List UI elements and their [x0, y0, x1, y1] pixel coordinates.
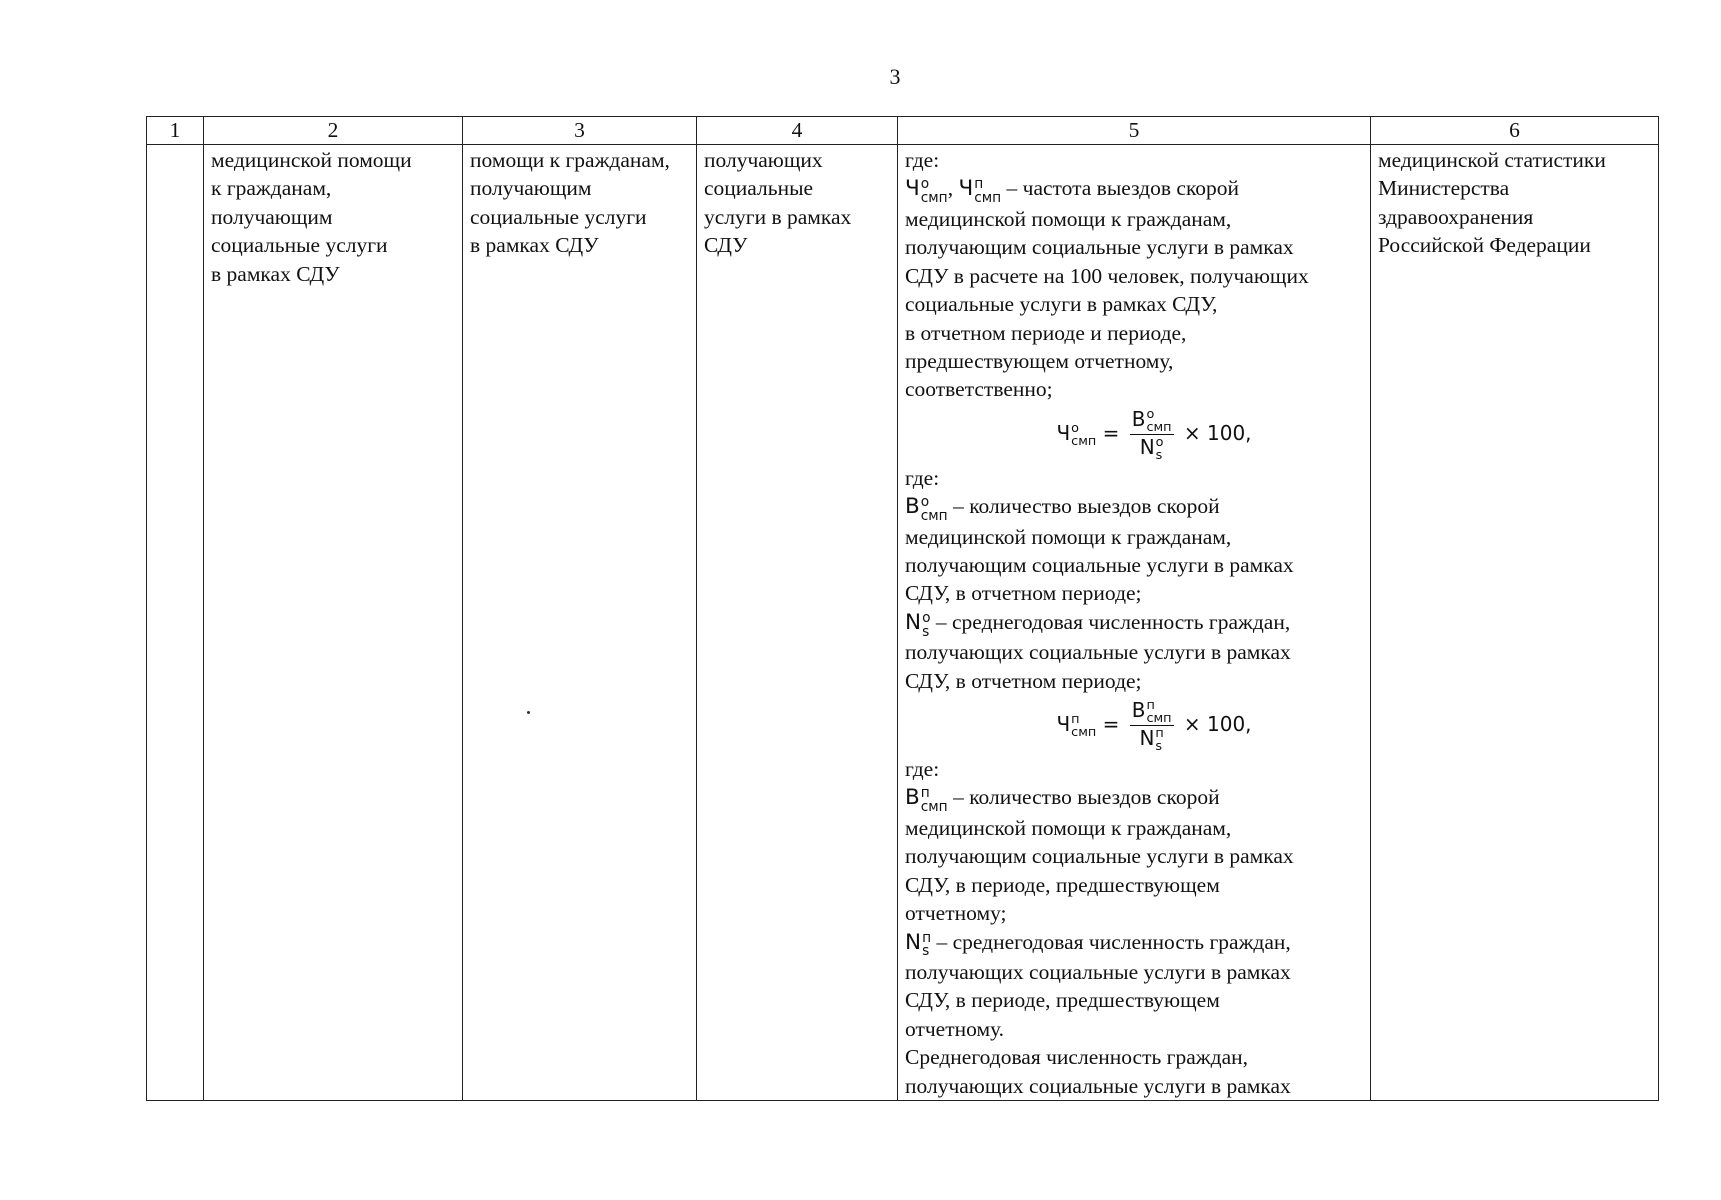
def-b-p-sup: п [920, 785, 930, 802]
formula-2-fraction [1130, 698, 1174, 753]
cell-col-5 [898, 145, 1371, 1101]
ss-f2-num [1146, 698, 1171, 725]
def-n-o-sub: s [922, 623, 930, 640]
formula-1-fraction [1130, 407, 1174, 462]
cell-col-1 [147, 145, 204, 1101]
def-b-p-symbol: B [905, 785, 920, 811]
definition-b-reporting-text: – количество выездов скорой медицинской помощи к гражданам, получающим социальные услуги в рамках СДУ, в отчетном периоде; [905, 494, 1294, 606]
table-header-row [147, 117, 1659, 145]
scan-dot [527, 711, 530, 714]
where-label-2: где: [905, 465, 940, 490]
formula-1-denominator [1130, 435, 1174, 462]
f2-den-n: N [1139, 726, 1155, 751]
ss-def-b-p [921, 785, 948, 814]
f1-den-sup: о [1155, 435, 1164, 451]
def-n-o-symbol: N [905, 609, 922, 635]
symbol-ch-2: Ч [958, 176, 974, 202]
cell-col-2 [204, 145, 463, 1101]
def-b-o-symbol: B [905, 494, 920, 520]
cell-col-4 [697, 145, 898, 1101]
formula-2-lhs: Ч [1056, 712, 1071, 737]
cell-col-3-text: помощи к гражданам, получающим социальные услуги в рамках СДУ [470, 148, 670, 258]
ss-ch-p [974, 176, 1001, 205]
sub-smp-2: смп [974, 190, 1002, 207]
where-label-1: где: [905, 148, 940, 172]
f2-lhs-sup: п [1071, 712, 1080, 728]
ss-ch-o [921, 176, 948, 205]
formula-1-lhs: Ч [1056, 420, 1071, 445]
f2-lhs-sub: смп [1071, 725, 1097, 741]
definition-n-reporting [905, 608, 1363, 695]
definition-n-previous [905, 928, 1363, 1044]
sup-o: о [920, 176, 930, 193]
cell-col-3 [463, 145, 697, 1101]
where-label-3: где: [905, 756, 940, 781]
ss-f1-num [1146, 407, 1171, 434]
ss-def-n-p [922, 929, 931, 958]
def-b-p-sub: смп [920, 799, 948, 816]
ss-def-b-o [921, 494, 948, 523]
f1-lhs-sub: смп [1071, 433, 1097, 449]
f1-num-sup: о [1146, 407, 1155, 423]
definition-n-previous-text: – среднегодовая численность граждан, получающих социальные услуги в рамках СДУ, в периоде, предшествующем отчетному. [905, 929, 1291, 1041]
formula-reporting-period [905, 407, 1363, 462]
header-col-6: 6 [1371, 117, 1659, 145]
ss-f2-den [1155, 726, 1163, 753]
header-col-4: 4 [697, 117, 898, 145]
tail-text: Среднегодовая численность граждан, получающих социальные услуги в рамках [905, 1045, 1291, 1098]
ss-def-n-o [922, 609, 930, 638]
formula-2-numerator [1130, 698, 1174, 726]
definition-b-reporting [905, 492, 1363, 608]
f1-den-sub: s [1155, 447, 1163, 463]
formula-1-eq: = [1096, 420, 1126, 445]
indicator-table [146, 116, 1659, 1101]
definition-frequency-text: – частота выездов скорой медицинской помощи к гражданам, получающим социальные услуги в рамках СДУ в расчете на 100 человек, получающих социальные услуги в рамках СДУ, в отчетном периоде и периоде, предшествующем отчетному, соответственно; [905, 176, 1309, 402]
f2-den-sup: п [1155, 726, 1164, 742]
f1-lhs-sup: о [1071, 421, 1080, 437]
header-col-5: 5 [898, 117, 1371, 145]
def-n-p-sup: п [922, 929, 932, 946]
header-col-3: 3 [463, 117, 697, 145]
formula-previous-period [905, 698, 1363, 753]
def-n-p-symbol: N [905, 929, 922, 955]
f1-den-n: N [1139, 434, 1155, 459]
cell-col-6-text: медицинской статистики Министерства здравоохранения Российской Федерации [1378, 148, 1606, 258]
definition-b-previous-text: – количество выездов скорой медицинской помощи к гражданам, получающим социальные услуги в рамках СДУ, в периоде, предшествующем отчетному; [905, 785, 1294, 926]
formula-1-numerator [1130, 407, 1174, 435]
f1-num-sub: смп [1146, 419, 1172, 435]
cell-col-6 [1371, 145, 1659, 1101]
f2-num-sup: п [1146, 698, 1155, 714]
definition-n-reporting-text: – среднегодовая численность граждан, получающих социальные услуги в рамках СДУ, в отчетном периоде; [905, 609, 1291, 693]
def-n-o-sup: о [922, 609, 931, 626]
def-b-o-sub: смп [920, 507, 948, 524]
page-number: 3 [889, 64, 901, 89]
def-n-p-sub: s [922, 943, 930, 960]
f2-den-sub: s [1155, 739, 1163, 755]
definition-frequency [905, 174, 1363, 403]
header-col-2: 2 [204, 117, 463, 145]
sup-p: п [974, 176, 984, 193]
ss-f1-den [1156, 435, 1164, 462]
comma-separator: , [947, 176, 959, 201]
sub-smp: смп [920, 190, 948, 207]
f2-num-b: B [1131, 698, 1146, 723]
cell-col-4-text: получающих социальные услуги в рамках СДУ [704, 148, 852, 258]
ss-f2-lhs [1071, 712, 1096, 739]
def-b-o-sup: о [920, 494, 930, 511]
symbol-ch: Ч [905, 176, 920, 202]
header-col-1: 1 [147, 117, 204, 145]
formula-2-tail: × 100, [1177, 712, 1252, 737]
table-row [147, 145, 1659, 1101]
definition-b-previous [905, 783, 1363, 927]
cell-col-2-text: медицинской помощи к гражданам, получающим социальные услуги в рамках СДУ [211, 148, 412, 286]
ss-f1-lhs [1071, 421, 1096, 448]
f2-num-sub: смп [1146, 711, 1172, 727]
formula-2-denominator [1130, 726, 1174, 753]
formula-1-tail: × 100, [1177, 420, 1252, 445]
formula-2-eq: = [1096, 712, 1126, 737]
f1-num-b: B [1131, 406, 1146, 431]
